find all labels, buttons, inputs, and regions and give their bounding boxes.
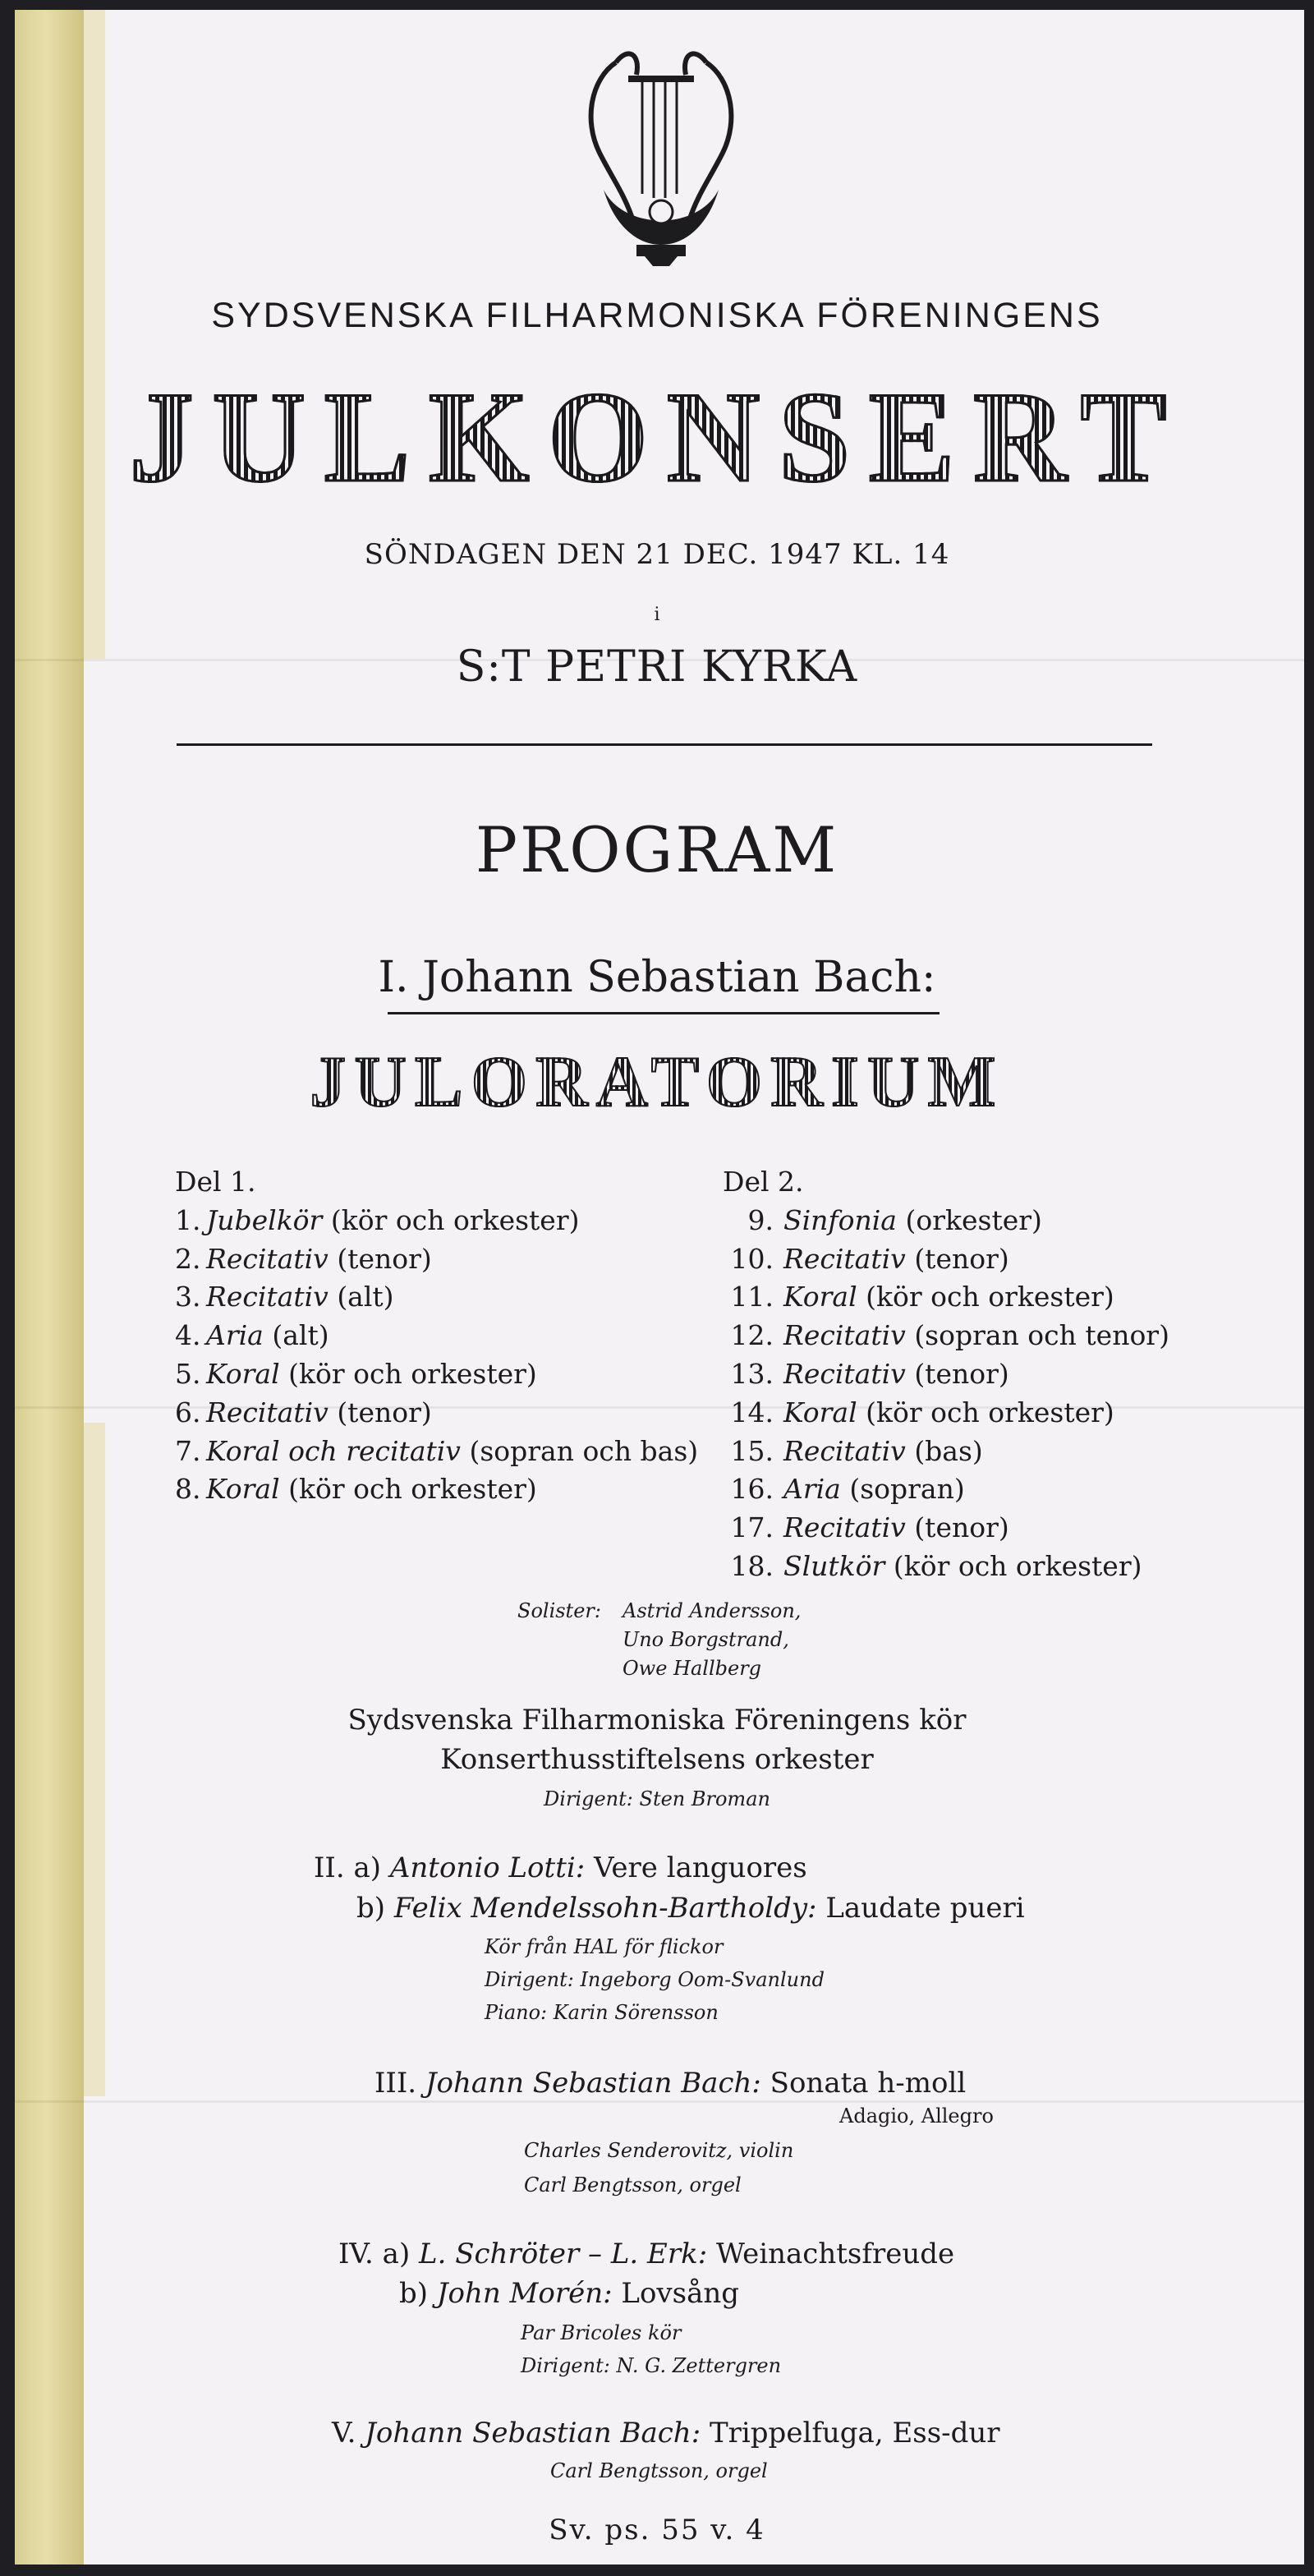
movement-voices: (sopran och bas) [469, 1434, 699, 1467]
movement-number: 2. [175, 1242, 201, 1275]
society-name: SYDSVENSKA FILHARMONISKA FÖRENINGENS [211, 296, 1103, 335]
movement-voices: (tenor) [914, 1242, 1009, 1275]
del2-heading: Del 2. [723, 1166, 804, 1198]
soloist: Astrid Andersson, [623, 1599, 802, 1622]
movement-item [723, 1548, 1183, 1586]
work: Trippelfuga, Ess-dur [709, 2417, 1000, 2450]
connector-word: i [654, 605, 660, 625]
del2-column [723, 1163, 1183, 1586]
item-label: b) [356, 1892, 386, 1925]
movement-voices: (kör och orkester) [893, 1549, 1142, 1582]
part5-line [332, 2417, 1000, 2450]
credit: Carl Bengtsson, orgel [550, 2459, 768, 2482]
movement-voices: (kör och orkester) [288, 1473, 537, 1506]
part4-line-b [399, 2277, 739, 2310]
movement-item [723, 1317, 1183, 1355]
movement-number: 7. [175, 1434, 201, 1467]
composer-underline [388, 1012, 940, 1014]
soloists [517, 1597, 801, 1683]
movement-voices: (tenor) [914, 1357, 1009, 1390]
movement-item [175, 1355, 701, 1394]
part1-composer: I. Johann Sebastian Bach: [378, 953, 936, 1002]
composer: Johann Sebastian Bach: [425, 2067, 761, 2100]
movement-item [175, 1470, 701, 1509]
soloist: Owe Hallberg [623, 1657, 762, 1680]
movement-title: Slutkör [783, 1549, 885, 1582]
movement-item [723, 1278, 1183, 1317]
movement-item [175, 1240, 701, 1279]
movement-number: 15. [730, 1434, 774, 1467]
movement-item [175, 1278, 701, 1317]
work: Lovsång [621, 2277, 740, 2310]
movement-voices: (tenor) [914, 1511, 1009, 1544]
movement-title: Koral [206, 1357, 280, 1390]
movement-voices: (kör och orkester) [866, 1281, 1114, 1313]
movement-title: Recitativ [783, 1434, 906, 1467]
item-label: a) [353, 1852, 382, 1884]
movement-number: 8. [175, 1473, 201, 1506]
movement-voices: (sopran) [849, 1473, 965, 1506]
del1-list [175, 1202, 701, 1509]
movement-title: Koral [206, 1473, 280, 1506]
movement-number: 4. [175, 1319, 201, 1352]
movement-item [723, 1355, 1183, 1394]
movement-title: Aria [783, 1473, 841, 1506]
movement-title: Recitativ [783, 1319, 906, 1352]
movement-title: Aria [206, 1319, 264, 1352]
part2-line-a [314, 1852, 807, 1884]
concert-title: JULKONSERT [0, 368, 1314, 508]
composer: John Morén: [436, 2277, 613, 2310]
soloists-label: Solister: [517, 1599, 601, 1622]
part-numeral: II. [314, 1852, 345, 1884]
part-numeral: IV. [338, 2238, 374, 2270]
fold-line [15, 2100, 1304, 2103]
movement-title: Koral [783, 1281, 857, 1313]
movement-item [175, 1433, 701, 1471]
movement-number: 13. [730, 1357, 774, 1390]
movement-number: 5. [175, 1357, 201, 1390]
part2-line-b [356, 1892, 1025, 1925]
movement-item [175, 1202, 701, 1240]
credit: Kör från HAL för flickor [485, 1935, 724, 1958]
movement-title: Recitativ [783, 1242, 906, 1275]
item-label: a) [382, 2238, 411, 2270]
credit: Carl Bengtsson, orgel [524, 2174, 742, 2196]
composer: L. Schröter – L. Erk: [419, 2238, 708, 2270]
del2-list [723, 1202, 1183, 1586]
lyre-icon [567, 30, 756, 268]
concert-date: SÖNDAGEN DEN 21 DEC. 1947 KL. 14 [364, 538, 950, 571]
credit: Charles Senderovitz, violin [524, 2139, 794, 2162]
soloist: Uno Borgstrand, [623, 1628, 789, 1651]
movement-voices: (sopran och tenor) [914, 1319, 1169, 1352]
movement-title: Recitativ [206, 1396, 328, 1428]
movement-voices: (alt) [272, 1319, 329, 1352]
hymn-reference: Sv. ps. 55 v. 4 [549, 2514, 765, 2546]
divider-rule [177, 743, 1152, 746]
movement-item [723, 1509, 1183, 1548]
movement-voices: (kör och orkester) [866, 1396, 1114, 1428]
movement-item [723, 1202, 1183, 1240]
work-title: JULORATORIUM [0, 1042, 1314, 1124]
movement-number: 10. [730, 1242, 774, 1275]
movement-title: Recitativ [783, 1511, 906, 1544]
movement-voices: (kör och orkester) [330, 1203, 580, 1236]
movement-item [723, 1433, 1183, 1471]
credit: Dirigent: N. G. Zettergren [521, 2354, 782, 2377]
orchestra-name: Konserthusstiftelsens orkester [440, 1743, 874, 1776]
movement-item [723, 1240, 1183, 1279]
choir-name: Sydsvenska Filharmoniska Föreningens kör [347, 1704, 967, 1736]
part3-line [374, 2067, 966, 2100]
movement-number: 17. [730, 1511, 774, 1544]
composer: Antonio Lotti: [389, 1852, 586, 1884]
item-label: b) [399, 2277, 429, 2310]
movement-voices: (kör och orkester) [288, 1357, 537, 1390]
movements: Adagio, Allegro [839, 2104, 994, 2128]
movement-voices: (orkester) [905, 1203, 1042, 1236]
program-heading: PROGRAM [475, 813, 839, 886]
credit: Piano: Karin Sörensson [485, 2001, 719, 2024]
movement-number: 16. [730, 1473, 774, 1506]
composer: Felix Mendelssohn-Bartholdy: [393, 1892, 817, 1925]
work: Weinachtsfreude [715, 2238, 955, 2270]
movement-title: Sinfonia [783, 1203, 897, 1236]
part-numeral: V. [332, 2417, 356, 2450]
movement-item [723, 1394, 1183, 1433]
venue: S:T PETRI KYRKA [456, 642, 858, 692]
work: Sonata h-moll [770, 2067, 967, 2100]
movement-number: 3. [175, 1281, 201, 1313]
movement-title: Jubelkör [206, 1203, 323, 1236]
part4-line-a [338, 2238, 954, 2270]
work: Laudate pueri [825, 1892, 1025, 1925]
movement-number: 9. [747, 1203, 774, 1236]
conductor: Dirigent: Sten Broman [544, 1787, 770, 1810]
movement-number: 14. [730, 1396, 774, 1428]
movement-number: 1. [175, 1203, 201, 1236]
work: Vere languores [594, 1852, 807, 1884]
movement-item [175, 1317, 701, 1355]
movement-title: Recitativ [783, 1357, 906, 1390]
movement-voices: (tenor) [337, 1242, 432, 1275]
credit: Par Bricoles kör [521, 2321, 682, 2344]
movement-item [723, 1470, 1183, 1509]
movement-voices: (tenor) [337, 1396, 432, 1428]
movement-number: 6. [175, 1396, 201, 1428]
credit: Dirigent: Ingeborg Oom-Svanlund [485, 1968, 825, 1991]
movement-item [175, 1394, 701, 1433]
part-numeral: III. [374, 2067, 417, 2100]
movement-title: Koral [783, 1396, 857, 1428]
movement-title: Koral och recitativ [206, 1434, 461, 1467]
movement-voices: (bas) [914, 1434, 983, 1467]
composer: Johann Sebastian Bach: [365, 2417, 701, 2450]
movement-voices: (alt) [337, 1281, 394, 1313]
del1-heading: Del 1. [175, 1166, 256, 1198]
movement-number: 18. [730, 1549, 774, 1582]
del1-column [175, 1163, 701, 1509]
movement-title: Recitativ [206, 1242, 328, 1275]
movement-title: Recitativ [206, 1281, 328, 1313]
movement-number: 11. [730, 1281, 774, 1313]
movement-number: 12. [730, 1319, 774, 1352]
